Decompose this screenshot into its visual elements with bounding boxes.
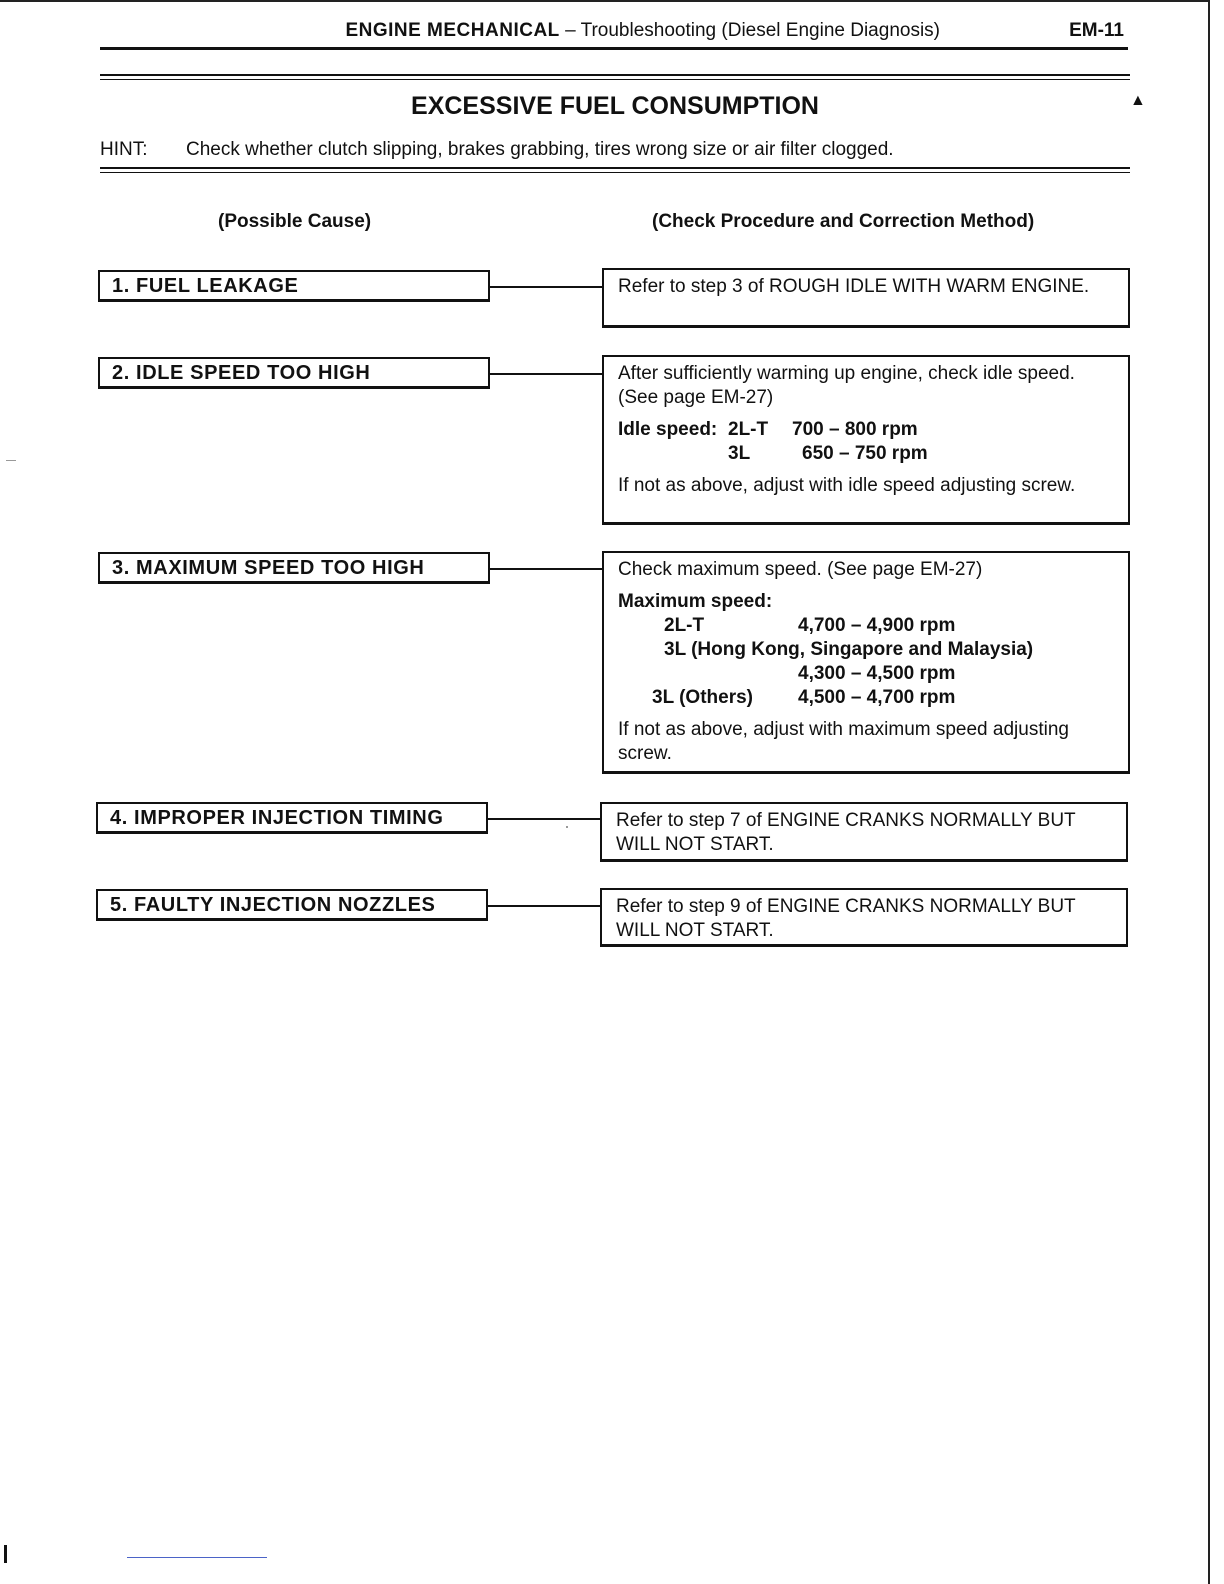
running-header [100, 18, 1128, 46]
procedure-box-1 [602, 268, 1130, 328]
column-header-cause: (Possible Cause) [218, 211, 372, 232]
spec-row [618, 418, 1116, 442]
connector-5 [488, 905, 602, 907]
cause-box-5: 5. FAULTY INJECTION NOZZLES [96, 889, 488, 921]
procedure-box-2 [602, 355, 1130, 525]
spec-row [618, 686, 1116, 710]
cause-box-1: 1. FUEL LEAKAGE [98, 270, 490, 302]
connector-2 [490, 373, 602, 375]
spec-model: 2L-T [728, 419, 769, 440]
procedure-intro-2: After sufficiently warming up engine, check idle speed. (See page EM-27) [618, 363, 1075, 408]
procedure-box-3 [602, 551, 1130, 774]
spec-value: 4,500 – 4,700 rpm [798, 687, 956, 708]
hint-bottom-rule [100, 167, 1130, 169]
procedure-intro-3: Check maximum speed. (See page EM-27) [618, 559, 983, 580]
connector-3 [490, 568, 602, 570]
page-edge-top [0, 0, 1210, 2]
spec-row [618, 638, 1116, 662]
spec-label: Maximum speed: [618, 591, 773, 612]
spec-model: 3L (Hong Kong, Singapore and Malaysia) [664, 639, 1034, 660]
section-title: EXCESSIVE FUEL CONSUMPTION [411, 92, 819, 120]
header-rule [100, 47, 1128, 50]
spec-label: Idle speed: [618, 419, 718, 440]
spec-label-row [618, 590, 1116, 614]
cause-box-4: 4. IMPROPER INJECTION TIMING [96, 802, 488, 834]
spec-model: 3L (Others) [652, 687, 754, 708]
spec-row [618, 442, 1116, 466]
procedure-text-1: Refer to step 3 of ROUGH IDLE WITH WARM ENGINE. [618, 276, 1090, 297]
scan-speck [566, 826, 568, 828]
header-title [345, 20, 940, 42]
procedure-box-5 [600, 888, 1128, 947]
header-subtitle: – Troubleshooting (Diesel Engine Diagnosis) [565, 20, 940, 41]
procedure-box-4 [600, 802, 1128, 862]
bottom-rule [127, 1557, 267, 1558]
spec-model: 2L-T [664, 615, 705, 636]
page-number: EM-11 [1069, 20, 1124, 41]
cause-box-3: 3. MAXIMUM SPEED TOO HIGH [98, 552, 490, 584]
hint [100, 139, 894, 161]
procedure-outro-2: If not as above, adjust with idle speed adjusting screw. [618, 475, 1076, 496]
cause-box-2: 2. IDLE SPEED TOO HIGH [98, 357, 490, 389]
spec-value: 700 – 800 rpm [792, 419, 918, 440]
arrow-mark-icon: ▲ [1130, 92, 1146, 109]
header-section: ENGINE MECHANICAL [345, 20, 560, 41]
spec-row [618, 614, 1116, 638]
procedure-text-5: Refer to step 9 of ENGINE CRANKS NORMALLY BUT WILL NOT START. [616, 896, 1076, 941]
spec-model: 3L [728, 443, 751, 464]
hint-label: HINT: [100, 139, 148, 160]
scan-speck [6, 460, 16, 461]
spec-row [618, 662, 1116, 686]
spec-value: 4,700 – 4,900 rpm [798, 615, 956, 636]
procedure-outro-3: If not as above, adjust with maximum speed adjusting screw. [618, 719, 1069, 764]
title-top-rule [100, 74, 1130, 76]
margin-tick [4, 1545, 7, 1563]
spec-value: 4,300 – 4,500 rpm [798, 663, 956, 684]
connector-1 [490, 286, 602, 288]
hint-text: Check whether clutch slipping, brakes grabbing, tires wrong size or air filter clogged. [186, 139, 894, 160]
spec-value: 650 – 750 rpm [802, 443, 928, 464]
column-header-procedure: (Check Procedure and Correction Method) [652, 211, 1035, 232]
procedure-text-4: Refer to step 7 of ENGINE CRANKS NORMALLY BUT WILL NOT START. [616, 810, 1076, 855]
connector-4 [488, 818, 602, 820]
page-edge-right [1208, 0, 1210, 1584]
